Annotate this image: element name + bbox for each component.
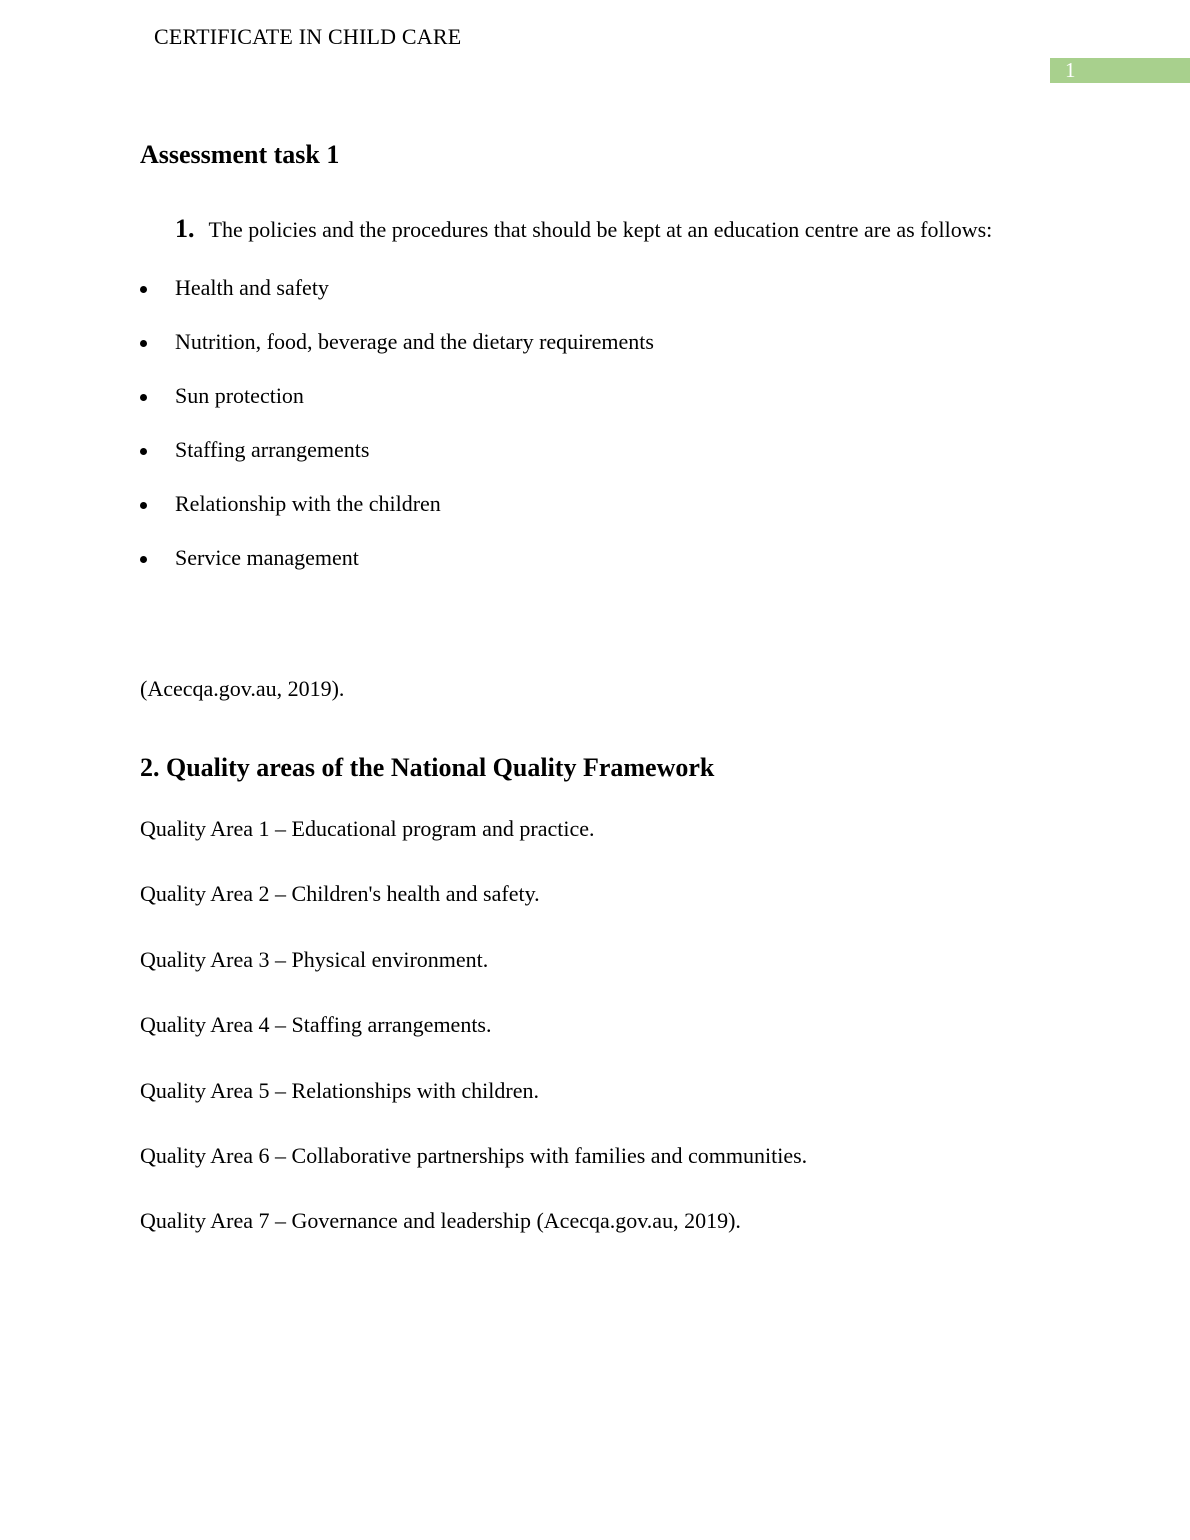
bullet-icon (140, 502, 147, 509)
list-item-label: Service management (175, 545, 359, 570)
question-text: The policies and the procedures that should be kept at an education centre are as follows: (208, 217, 993, 242)
bullet-icon (140, 394, 147, 401)
question-1 (175, 214, 992, 244)
list-item-label: Health and safety (175, 275, 329, 300)
quality-area-item: Quality Area 6 – Collaborative partnerships with families and communities. (140, 1142, 808, 1168)
quality-area-item: Quality Area 1 – Educational program and practice. (140, 816, 595, 841)
page-number-badge: 1 (1050, 58, 1190, 83)
list-item-label: Staffing arrangements (175, 437, 370, 462)
list-item-label: Sun protection (175, 383, 304, 408)
running-header: CERTIFICATE IN CHILD CARE (154, 24, 462, 49)
bullet-icon (140, 286, 147, 293)
question-number: 1. (175, 214, 195, 243)
citation: (Acecqa.gov.au, 2019). (140, 676, 345, 701)
assessment-heading: Assessment task 1 (140, 140, 340, 169)
quality-area-item: Quality Area 4 – Staffing arrangements. (140, 1012, 492, 1038)
bullet-icon (140, 556, 147, 563)
quality-area-item: Quality Area 2 – Children's health and safety. (140, 881, 540, 907)
quality-area-item: Quality Area 5 – Relationships with children. (140, 1077, 539, 1103)
quality-area-list (140, 816, 807, 1274)
quality-area-item: Quality Area 3 – Physical environment. (140, 946, 489, 972)
quality-area-item: Quality Area 7 – Governance and leadership (Acecqa.gov.au, 2019). (140, 1208, 741, 1234)
list-item-label: Nutrition, food, beverage and the dietary requirements (175, 329, 654, 354)
bullet-icon (140, 448, 147, 455)
quality-areas-heading: 2. Quality areas of the National Quality Framework (140, 753, 715, 782)
bullet-icon (140, 340, 147, 347)
list-item-label: Relationship with the children (175, 491, 441, 516)
